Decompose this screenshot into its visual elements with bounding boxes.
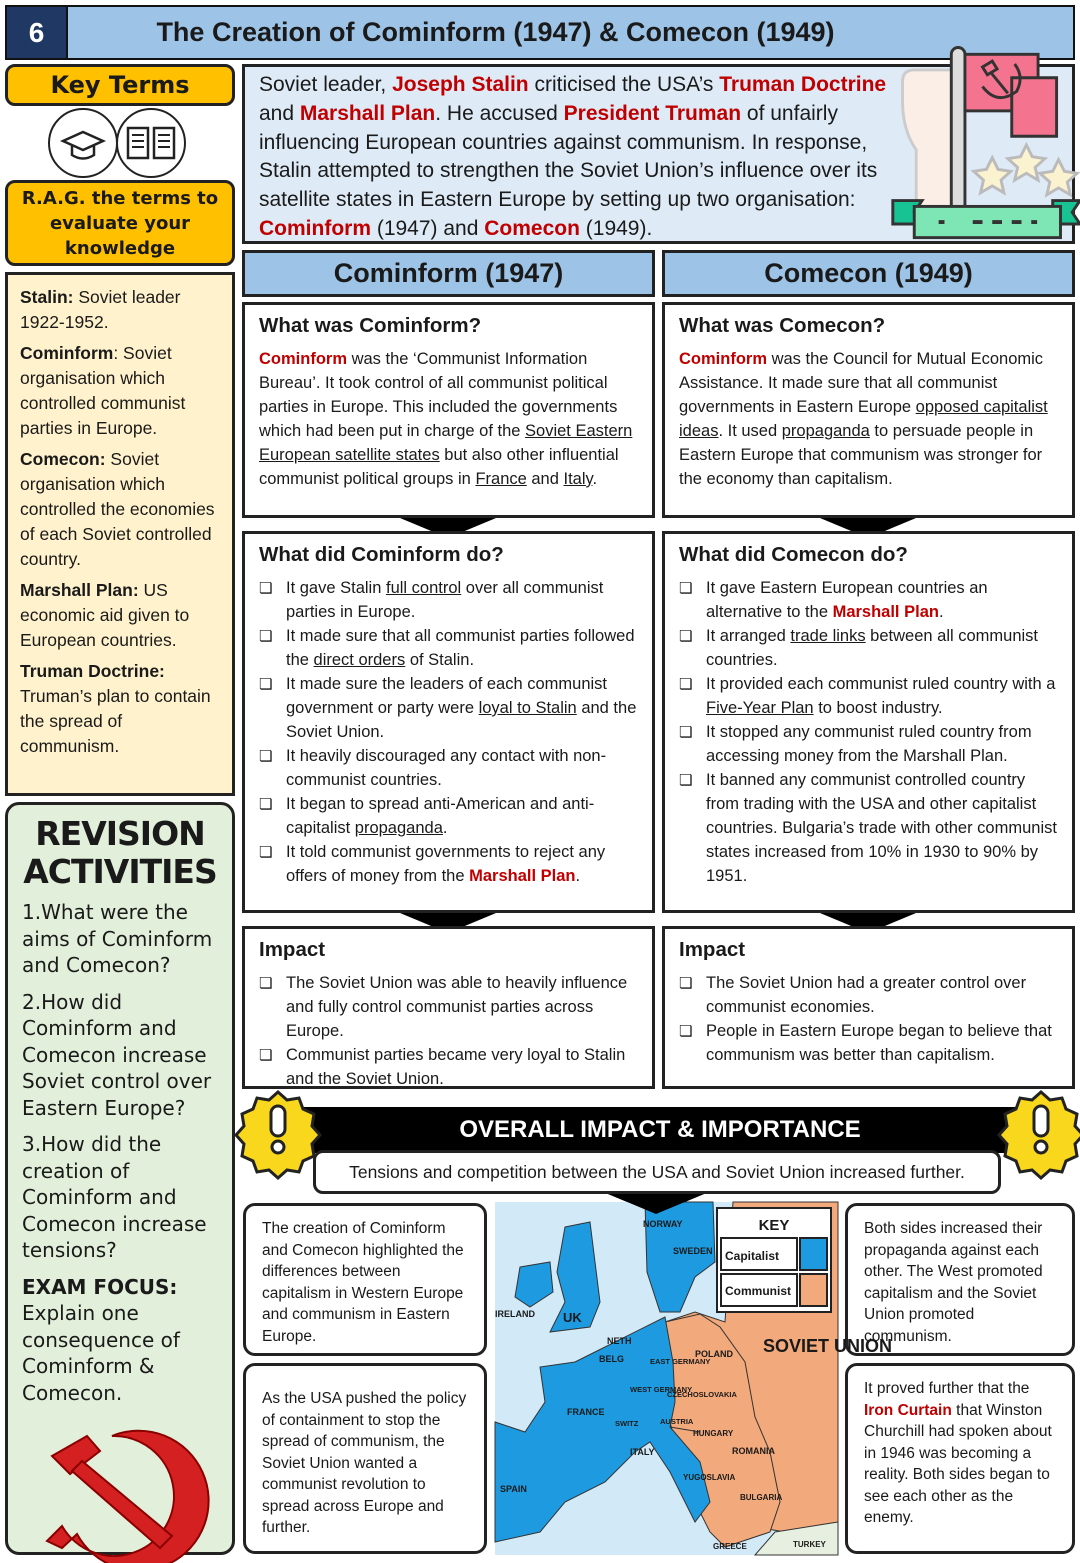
text-segment: criticised the USA’s [528,73,720,96]
text-segment: (1947) and [371,216,485,240]
term-label: Stalin: [20,287,74,307]
highlight-term: President Truman [563,101,742,125]
checklist-item [259,624,638,672]
comecon-what-box [662,302,1075,518]
box-title: Impact [259,938,326,961]
text-segment: to persuade people in Eastern Europe that communism was stronger for the economy than capitalism. [679,422,1043,488]
checklist-item [259,576,638,624]
checklist [679,971,1058,1067]
key-swatch-communist [800,1274,827,1306]
checklist-item [259,1043,638,1091]
text-segment: . He accused [435,101,564,125]
checklist-item [679,1019,1058,1067]
checklist [679,576,1058,888]
overall-subtitle: Tensions and competition between the USA and Soviet Union increased further. [313,1150,1001,1194]
term-label: Marshall Plan: [20,580,139,600]
key-terms-label: Key Terms [5,64,235,106]
underlined-term: loyal to Stalin [478,699,577,717]
down-arrow-icon [608,1194,704,1214]
underlined-term: Five-Year Plan [706,699,814,717]
highlight-term: Truman Doctrine [719,73,887,96]
revision-activities [5,802,235,1555]
text-segment: to boost industry. [813,699,943,717]
text-segment: Communist parties became very loyal to Stalin and the Soviet Union. [286,1046,626,1088]
impact-note [845,1363,1075,1554]
text-segment: Soviet organisation which controlled the economies of each Soviet controlled country. [20,449,215,569]
map-label: HUNGARY [693,1429,734,1438]
highlight-term: Marshall Plan [299,101,436,125]
rag-instruction: R.A.G. the terms to evaluate your knowledge [5,180,235,266]
highlight-term: Cominform [259,350,347,368]
checklist-item [679,720,1058,768]
highlight-term: Cominform [679,350,767,368]
key-terms-list [5,272,235,796]
map-label: YUGOSLAVIA [683,1473,736,1482]
text-segment: was the ‘Communist Information Bureau’. It took control of all communist political parties in Europe. This included the governments which had been put in charge of the [259,350,618,440]
map-label: SOVIET UNION [763,1336,893,1356]
map-label: CZECHOSLOVAKIA [667,1390,737,1399]
impact-note [845,1203,1075,1356]
overall-banner: OVERALL IMPACT & IMPORTANCE [275,1107,1045,1153]
impact-note [243,1203,487,1356]
checklist-item [259,744,638,792]
term-comecon [20,447,220,572]
text-segment: that Winston Churchill had spoken about in 1946 was becoming a reality. Both sides began to see each other as the enemy. [864,1401,1052,1526]
box-title: What was Comecon? [679,314,886,337]
text-segment: US economic aid given to European countries. [20,580,190,650]
underlined-term: direct orders [313,651,406,669]
text-segment: It stopped any communist ruled country from accessing money from the Marshall Plan. [706,723,1032,765]
graduation-cap-icon [49,109,117,177]
comecon-impact-box [662,926,1075,1089]
text-segment: . [592,470,598,488]
checklist [259,971,638,1091]
underlined-term: Soviet Eastern European satellite states [259,422,633,464]
page-number: 6 [5,5,68,60]
soviet-flag-illustration [885,40,1080,250]
text-segment: but also other influential communist political groups in [259,446,619,488]
term-label: Cominform [20,343,114,363]
europe-cold-war-map [495,1202,893,1555]
text-segment: and [259,101,300,125]
cominform-heading: Cominform (1947) [242,250,655,297]
text-segment: Both sides increased their propaganda against each other. The West promoted capitalism and the Soviet Union promoted communism. [864,1220,1043,1345]
text-segment: . [442,819,448,837]
map-label: GREECE [713,1542,747,1551]
checklist-item [679,768,1058,888]
hammer-sickle-icon [32,1416,212,1556]
text-segment: As the USA pushed the policy of containment to stop the spread of communism, the Soviet Union wanted a communist revolution to spread across Europe and further. [262,1390,467,1536]
underlined-term: Italy [563,470,593,488]
text-segment: (1949). [579,216,653,240]
text-segment: The creation of Cominform and Comecon highlighted the differences between capitalism in Western Europe and communism in Eastern Europe. [262,1220,464,1345]
exclamation-icon [240,1090,316,1166]
star-icon [974,145,1077,195]
key-swatch-capitalist [800,1238,827,1270]
text-segment: It made sure the leaders of each communist government or party were [286,675,607,717]
cominform-what-box [242,302,655,518]
underlined-term: propaganda [354,819,443,837]
text-segment: It arranged [706,627,791,645]
map-label: NORWAY [643,1219,683,1229]
text-segment: It told communist governments to reject any offers of money from the [286,843,606,885]
text-segment: between all communist countries. [706,627,1039,669]
text-segment: over all communist parties in Europe. [286,579,604,621]
box-title: Impact [679,938,746,961]
text-segment: and [526,470,564,488]
intro-text [259,71,889,244]
map-label: ROMANIA [732,1446,775,1456]
text-segment: The Soviet Union had a greater control over communist economies. [706,974,1027,1016]
text-segment: It banned any communist controlled country from trading with the USA and other capitalist countries. Bulgaria’s trade with other communist states increased from 10% in 1930 to 90% by 1951. [706,771,1057,885]
underlined-term: propaganda [781,422,870,440]
revision-question: 3.How did the creation of Cominform and Comecon increase tensions? [22,1132,207,1262]
checklist-item [259,840,638,888]
text-segment: Soviet leader, [259,73,393,96]
map-key [717,1208,831,1312]
revision-title: REVISION ACTIVITIES [23,814,217,891]
text-segment: Truman’s plan to contain the spread of communism. [20,686,211,756]
text-segment: . [575,867,581,885]
exclamation-icon [1003,1090,1079,1166]
text-segment: People in Eastern Europe began to believe that communism was better than capitalism. [706,1022,1052,1064]
box-text [679,347,1058,491]
checklist-item [679,576,1058,624]
text-segment: It began to spread anti-American and anti-capitalist [286,795,595,837]
underlined-term: France [475,470,527,488]
key-title: KEY [758,1217,790,1234]
term-stalin [20,285,220,335]
map-label: BELG [599,1354,625,1364]
map-label: EAST GERMANY [650,1357,711,1366]
highlight-term: Iron Curtain [864,1401,952,1419]
text-segment: of Stalin. [405,651,475,669]
box-title: What did Comecon do? [679,543,908,566]
exam-focus-label: EXAM FOCUS: [22,1274,178,1299]
text-segment: It heavily discouraged any contact with non-communist countries. [286,747,607,789]
text-segment: : Soviet organisation which controlled communist parties in Europe. [20,343,186,438]
map-label: BULGARIA [740,1493,783,1502]
highlight-term: Joseph Stalin [392,73,529,96]
box-text [259,347,638,491]
checklist-item [259,672,638,744]
map-label: UK [563,1310,582,1325]
key-label: Communist [725,1284,791,1298]
text-segment: It proved further that the [864,1380,1030,1397]
text-segment: . [938,603,944,621]
map-label: SWEDEN [673,1246,713,1256]
page-title: The Creation of Cominform (1947) & Comecon (1949) [68,5,1075,60]
checklist [259,576,638,888]
map-label: TURKEY [793,1540,826,1549]
box-title: What was Cominform? [259,314,482,337]
highlight-term: Marshall Plan [832,603,939,621]
map-label: ITALY [630,1447,655,1457]
text-segment: Soviet leader 1922-1952. [20,287,181,332]
text-segment: of unfairly influencing European countries against communism. In response, Stalin attempted to strengthen the Soviet Union’s influence over its satellite states in Eastern Europe by setting up two organisation: [259,101,878,212]
checklist-item [679,971,1058,1019]
impact-note [243,1363,487,1554]
checklist-item [259,971,638,1043]
text-segment: . It used [718,422,782,440]
text-segment: was the Council for Mutual Economic Assistance. It made sure that all communist governments in Eastern Europe [679,350,1044,416]
map-label: FRANCE [567,1407,605,1417]
highlight-term: Marshall Plan [469,867,576,885]
map-label: AUSTRIA [660,1417,694,1426]
study-icons [46,108,191,178]
comecon-heading: Comecon (1949) [662,250,1075,297]
term-label: Comecon: [20,449,106,469]
underlined-term: full control [385,579,462,597]
highlight-term: Cominform [259,216,371,240]
checklist-item [679,672,1058,720]
term-label: Truman Doctrine: [20,661,165,681]
underlined-term: opposed capitalist ideas [679,398,1048,440]
revision-question: 2.How did Cominform and Comecon increase Soviet control over Eastern Europe? [22,989,212,1120]
text-segment: and the Soviet Union. [286,699,637,741]
map-label: WEST GERMANY [630,1385,693,1394]
map-label: IRELAND [495,1309,535,1319]
cominform-impact-box [242,926,655,1089]
text-segment: It provided each communist ruled country with a [706,675,1056,693]
text-segment: The Soviet Union was able to heavily influence and fully control communist parties across Europe. [286,974,628,1040]
map-label: SWITZ [615,1419,639,1428]
map-label: SPAIN [500,1484,527,1494]
cominform-do-box [242,531,655,913]
term-cominform [20,341,220,441]
comecon-do-box [662,531,1075,913]
text-segment: It gave Stalin [286,579,386,597]
open-book-icon [117,109,185,177]
exam-focus-text: Explain one consequence of Cominform & Comecon. [22,1301,180,1405]
term-marshall-plan [20,578,220,653]
key-label: Capitalist [725,1249,780,1263]
checklist-item [259,792,638,840]
map-label: NETH [607,1336,632,1346]
revision-question: 1.What were the aims of Cominform and Comecon? [22,900,213,977]
underlined-term: trade links [790,627,866,645]
box-title: What did Cominform do? [259,543,504,566]
checklist-item [679,624,1058,672]
text-segment: It made sure that all communist parties followed the [286,627,635,669]
map-label: POLAND [695,1349,733,1359]
text-segment: It gave Eastern European countries an alternative to the [706,579,988,621]
highlight-term: Comecon [484,216,580,240]
term-truman-doctrine [20,659,220,759]
